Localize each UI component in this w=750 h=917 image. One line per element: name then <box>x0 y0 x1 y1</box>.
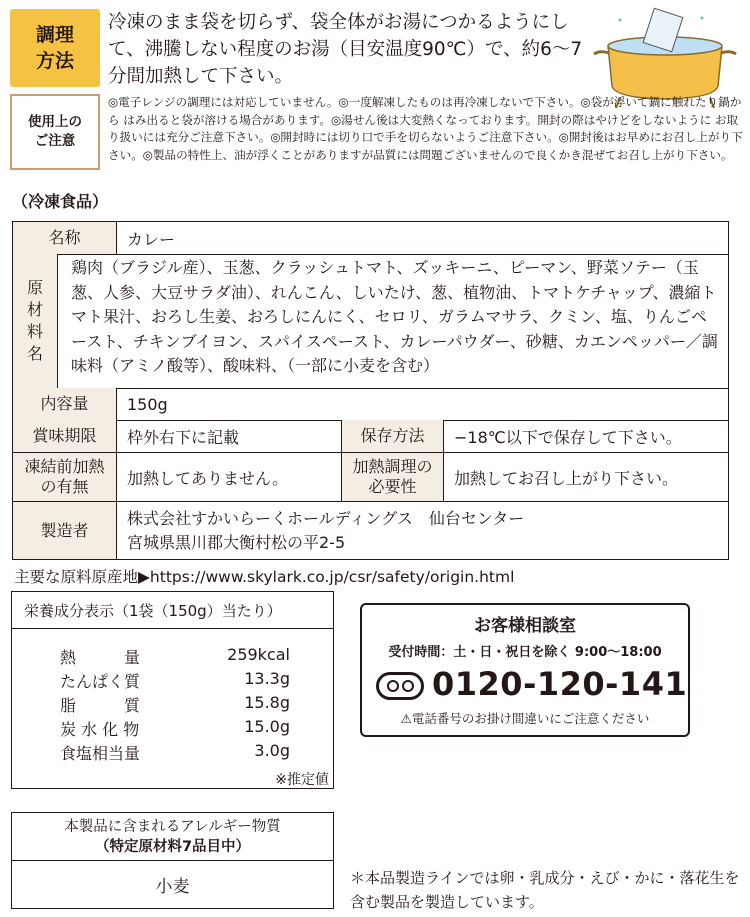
warning-icon: ⚠ <box>400 711 412 726</box>
nutrition-row: 脂 質 15.8g <box>60 693 290 715</box>
expiry-label: 賞味期限 <box>13 420 116 452</box>
cooking-instructions: 冷凍のまま袋を切らず、袋全体がお湯につかるようにして、沸騰しない程度のお湯（目安温度90℃）で、約6〜7分間加熱して下さい。 <box>108 12 583 87</box>
caution-badge <box>10 94 100 170</box>
contact-hours: 受付時間：土・日・祝日を除く 9:00〜18:00 <box>388 645 662 660</box>
contact-title: お客様相談室 <box>474 616 576 636</box>
phone-number[interactable]: 0120-120-141 <box>432 665 688 703</box>
maker-label: 製造者 <box>13 502 116 559</box>
storage-value: −18℃以下で保存して下さい。 <box>454 427 682 447</box>
cooking-method-badge <box>10 9 100 87</box>
nutrition-row: 食塩相当量 3.0g <box>60 741 290 763</box>
caution-badge-line1: 使用上の <box>28 114 82 130</box>
cook-need-value: 加熱してお召し上がり下さい。 <box>454 468 679 488</box>
nutrition-row: 熱 量 259kcal <box>60 645 290 667</box>
content-label: 内容量 <box>13 388 116 420</box>
name-label: 名称 <box>13 222 116 254</box>
ingredients-list: 鶏肉（ブラジル産）、玉葱、クラッシュトマト、ズッキーニ、ピーマン、野菜ソテー（玉葱、人参、大豆サラダ油）、れんこん、しいたけ、葱、植物油、トマトケチャップ、濃縮トマト果汁、おろし生姜、おろしにんにく、セロリ、ガラムマサラ、クミン、塩、りんごペースト、チキンブイヨン、スパイスペースト、カレーパウダー、砂糖、カエンペッパー／調味料（アミノ酸等）、酸味料、（一部に小麦を含む） <box>71 258 718 376</box>
production-line-note: ＊本品製造ラインでは卵・乳成分・えび・かに・落花生を含む製品を製造しています。 <box>350 869 740 911</box>
caution-badge-line2: ご注意 <box>34 133 76 149</box>
caution-text: ◎電子レンジの調理には対応していません。◎一度解凍したものは再冷凍しないで下さい。◎袋が浮いて鍋に触れたり鍋から はみ出ると袋が溶ける場合があります。◎湯せん後は大変熱くなっております。開封の際はやけどをしないように お取り扱いには充分ご注意下さい。◎開封時には切り口で手を切らないようご注意下さい。◎開封後はお早めにお召し上がり下さい。◎製品の特性上、油が浮くことがありますが品質には問題ございませんので良くかき混ぜてお召し上がり下さい。 <box>108 95 743 162</box>
cooking-badge-line2: 方法 <box>35 50 74 72</box>
storage-label: 保存方法 <box>342 420 443 452</box>
ingredients-label: 原 材 料 名 <box>13 254 57 388</box>
content-value: 150g <box>127 394 168 414</box>
expiry-value: 枠外右下に記載 <box>127 427 240 447</box>
free-dial-icon <box>376 672 424 700</box>
estimate-note: ※推定値 <box>275 772 329 788</box>
allergy-box <box>11 812 334 909</box>
allergy-title: 本製品に含まれるアレルギー物質 （特定原材料7品目中） <box>12 813 333 861</box>
name-value: カレー <box>127 229 176 249</box>
preheat-label: 凍結前加熱 の有無 <box>13 453 116 501</box>
maker-value: 株式会社すかいらーくホールディングス 仙台センター 宮城県黒川郡大衡村松の平2-5 <box>127 509 525 552</box>
contact-warning: ⚠電話番号のお掛け間違いにご注意ください <box>400 711 650 726</box>
product-info-table <box>12 221 729 560</box>
frozen-food-label: （冷凍食品） <box>12 192 109 211</box>
cooking-badge-line1: 調理 <box>35 24 74 46</box>
customer-service-box <box>360 603 690 737</box>
nutrition-row: 炭 水 化 物 15.0g <box>60 717 290 739</box>
nutrition-facts <box>11 591 334 789</box>
nutrition-row: たんぱく質 13.3g <box>60 669 290 691</box>
preheat-value: 加熱してありません。 <box>127 468 288 488</box>
allergy-value: 小麦 <box>155 877 190 897</box>
cook-need-label: 加熱調理の 必要性 <box>342 453 443 501</box>
origin-info-link[interactable]: 主要な原料原産地▶https://www.skylark.co.jp/csr/safety/origin.html <box>14 568 515 586</box>
nutrition-title: 栄養成分表示（1袋（150g）当たり） <box>12 592 333 629</box>
